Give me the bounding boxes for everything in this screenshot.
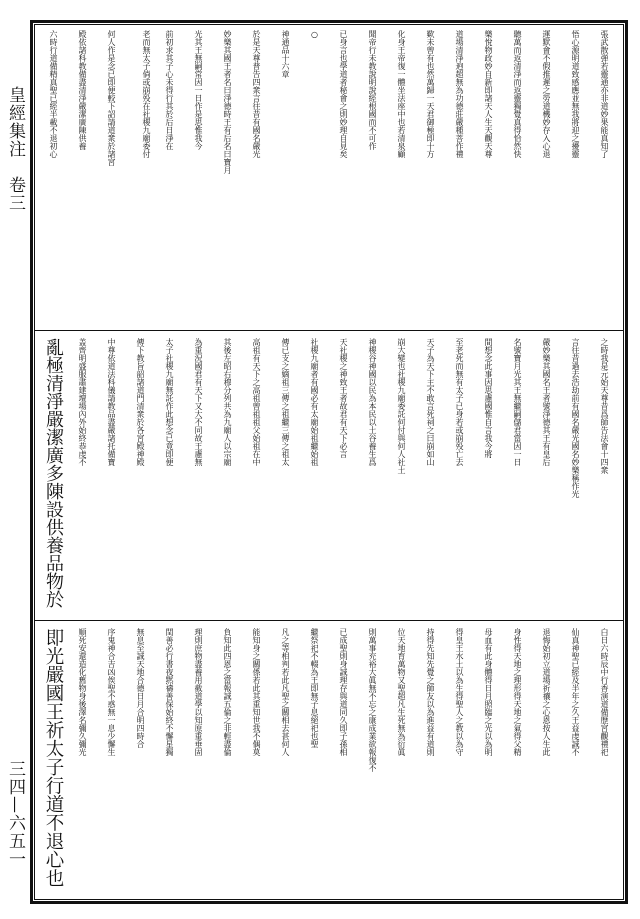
- panel-divider: [34, 620, 624, 621]
- text-column: 之時我是元始天尊昔爲師告法會十四衆: [600, 338, 609, 474]
- text-column: 傳已支之嫡祖三傳之祖繼三傳之祖太: [281, 338, 290, 466]
- book-title-margin: 皇經集注 卷三: [5, 86, 25, 212]
- page-number-margin: 三四—六五一: [5, 760, 25, 868]
- text-column: 即光嚴國王祈太子行道不退心也: [43, 628, 64, 887]
- text-column: 繼祭祀不輟為王即無子息絕祀也聖: [310, 628, 319, 748]
- text-column: 盖齊明盛服肅建壇場內外始終恭虔不: [78, 338, 87, 466]
- text-column: 高祖有天下之高祖曾祖祖父始祖在中: [252, 338, 261, 466]
- text-column: 神通品十六章: [281, 30, 290, 78]
- text-column: ○: [310, 30, 319, 39]
- text-column: 白日六時辰中行香演道備歷宮觀禮祀: [600, 628, 609, 756]
- text-column: 太子社稷九廟無託作此想念已竟即便: [165, 338, 174, 466]
- text-column: 光其王無嗣常因一日作是思惟我今: [194, 30, 203, 150]
- text-column: 母血有此身體得日月照臨之光以為明: [484, 628, 493, 756]
- text-column: 歎未曾有也然萬歸一天君御極即十方: [426, 30, 435, 158]
- text-column: 嚴妙樂其國名王者號淨德其王有皇后: [542, 338, 551, 466]
- text-column: 言往昔過去浩劫前有國名嚴光國名妙樂稱作光: [571, 338, 580, 498]
- text-column: 張武散弹若靈通亦非道妙果能真知了: [600, 30, 609, 158]
- text-column: 名號寶月光其王無繼嗣儲君當因一日: [513, 338, 522, 466]
- text-column: 已成聖則身誠理存與道同久即子孫相: [339, 628, 348, 756]
- text-column: 六時行道備精真聖已經半載不退初心: [49, 30, 58, 158]
- text-column: 持得先知先覺之師友以為進益有道則: [426, 628, 435, 756]
- text-column: 化身王帝復一體坐法座中也若清泉顧: [397, 30, 406, 158]
- text-column: 已身言也學道者秘會之則妙理自見矣: [339, 30, 348, 158]
- text-column: 順死安還造化舊物身後澤名彌久彌光: [78, 628, 87, 756]
- text-column: 閏善必行書夜黙禱善保始終不懈星獨: [165, 628, 174, 756]
- text-column: 道場清淨逈超無為功德莊嚴種菩作禮: [455, 30, 464, 158]
- text-column: 何人作是念已即便較下詔請道衆於諸宮: [107, 30, 116, 166]
- text-column: 無息至誠天地合德日月合明四時合: [136, 628, 145, 748]
- text-column: 其後左昭右穆分列共為九廟人以宗廟: [223, 338, 232, 466]
- text-panel-middle: [36, 338, 622, 614]
- text-column: 亂極清淨嚴潔廣多陳設供養品物於: [43, 338, 64, 608]
- text-column: 退悔始初立道場祈禳之心恩按人生此: [542, 628, 551, 756]
- text-column: 殿依諸科教備盡清淨嚴潔廣陳供養: [78, 30, 87, 150]
- text-column: 妙樂其國王者名曰淨德時王有后名曰寶月: [223, 30, 232, 174]
- text-column: 傳下教旨韶諸道門清衆於各宮殿神殿: [136, 338, 145, 466]
- text-column: 中尊依道法科儀請教品盡嚴諸托備寶: [107, 338, 116, 466]
- text-column: 則萬事充裕大眞無不忘之康成業欲報復不: [368, 628, 377, 772]
- text-column: 社稷九廟者有國必有太廟始祖繼始祖: [310, 338, 319, 466]
- text-column: 至老死而無有太子已身若或崩殁亡去: [455, 338, 464, 466]
- text-column: 於是天尊普告四衆言往昔有國名嚴光: [252, 30, 261, 158]
- text-column: 聽萬而返清淨而返靈獨覺真得恰然快: [513, 30, 522, 158]
- text-column: 天社稷之神致王者故君有天下必言: [339, 338, 348, 458]
- text-column: 序鬼神合吉凶俟聖不惑無一息少懈生: [107, 628, 116, 756]
- text-column: 能知身之關係若此其重知世我不偶莫: [252, 628, 261, 756]
- text-column: 崩大變也社稷九廟委託何付與何人社土: [397, 338, 406, 474]
- text-panel-top: [36, 30, 622, 324]
- text-column: 神稷谷神國以民為本民以土谷養生爲: [368, 338, 377, 466]
- text-column: 理則庶物盡養用截道學以知原重垂固: [194, 628, 203, 756]
- panel-divider: [34, 330, 624, 331]
- text-column: 天子為天下主不敢言死祠之曰崩如山: [426, 338, 435, 466]
- text-column: 老而無太子倘或崩殁在社稷九廟委付: [142, 30, 151, 158]
- text-column: 仙真神聖已經及半年之久王益虔誠不: [571, 628, 580, 756]
- text-panel-bottom: [36, 628, 622, 894]
- text-column: 間想念此事因思慮國惟自言我今將: [484, 338, 493, 458]
- text-column: 為重況國君有天下又大不同故王慮無: [194, 338, 203, 466]
- text-column: 前初求其子心未得行其於后日淨在: [165, 30, 174, 150]
- text-column: 聞帝行未教說明說經根國而不可作: [368, 30, 377, 150]
- text-column: 位天地育萬物又聖超凡生死無為衍眞: [397, 628, 406, 756]
- text-column: 負知此四恩之當報誠五倫之非輕盡倫: [223, 628, 232, 756]
- text-column: 凡之等相判若此凡聖之關相去甚何人: [281, 628, 290, 756]
- text-column: 運默會不假推遲之勞道機妙存入心退: [542, 30, 551, 158]
- text-column: 身性得天地之理形得天地之氣得父精: [513, 628, 522, 756]
- text-column: 得皇王水土以為生得聖人之教以為守: [455, 628, 464, 756]
- text-column: 悟心源明道致感應並無我將迎之擾靈: [571, 30, 580, 158]
- text-column: 樂悅物政妙自新即諸天人生天觀天尊: [484, 30, 493, 158]
